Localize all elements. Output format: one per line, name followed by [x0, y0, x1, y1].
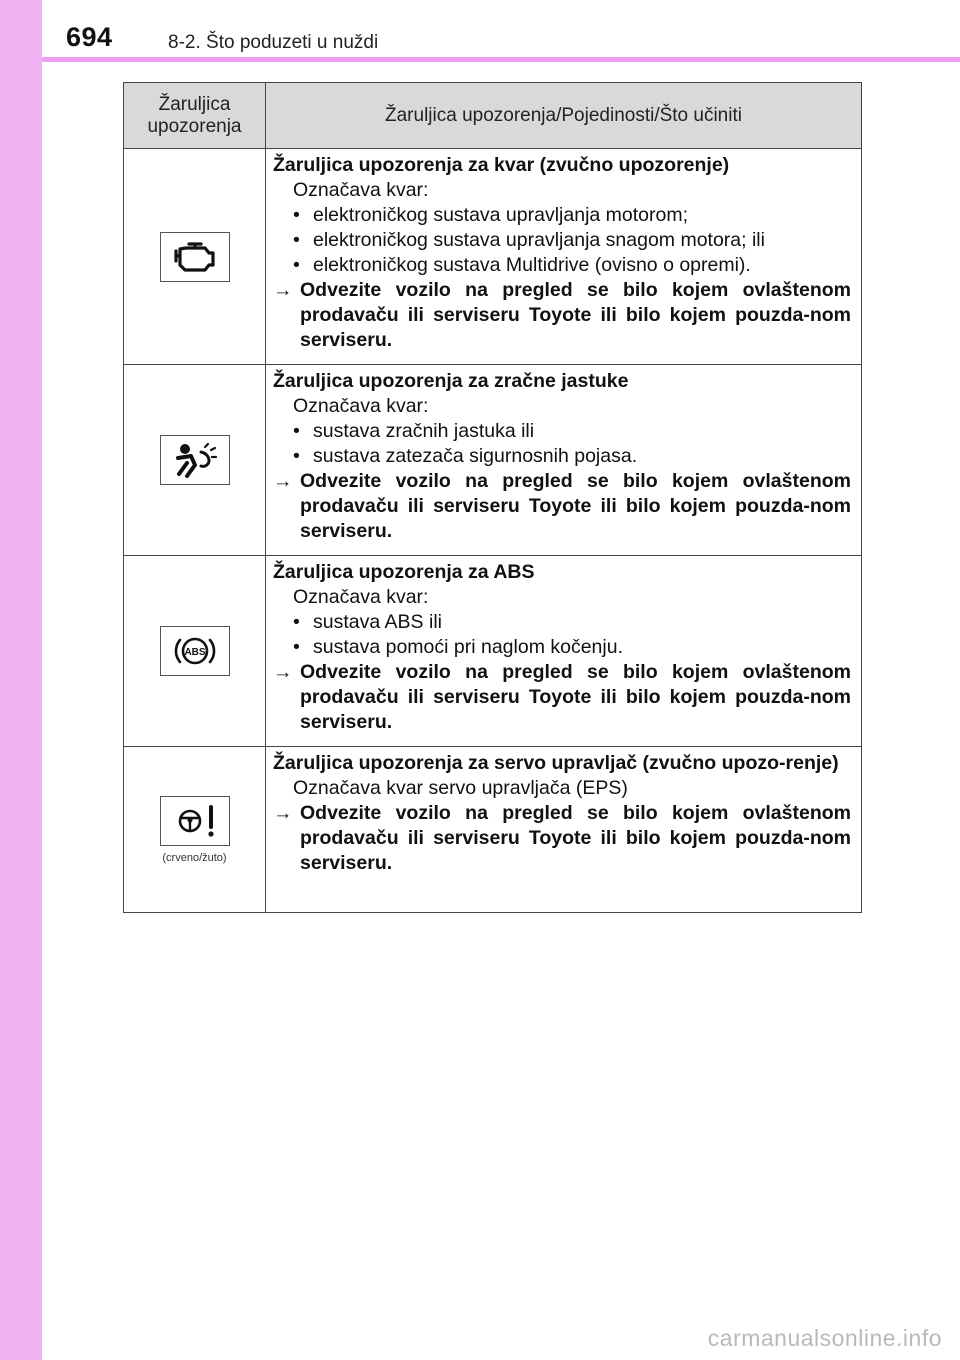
- list-item: • elektroničkog sustava Multidrive (ovisno o opremi).: [293, 254, 751, 276]
- warning-action: → Odvezite vozilo na pregled se bilo kojem ovlaštenom prodavaču ili serviseru Toyote ili bilo kojem pouzda-nom serviseru.: [273, 802, 851, 874]
- warning-title: Žaruljica upozorenja za servo upravljač (zvučno upozo-renje): [273, 752, 839, 774]
- icon-cell: [124, 556, 266, 747]
- color-note: (crveno/žuto): [162, 851, 227, 864]
- side-color-band: [0, 0, 42, 1360]
- table-header-row: [124, 83, 862, 149]
- column-header-details: Žaruljica upozorenja/Pojedinosti/Što učiniti: [266, 83, 862, 149]
- warning-intro: Označava kvar:: [293, 179, 429, 201]
- list-item: • sustava ABS ili: [293, 611, 442, 633]
- arrow-right-icon: →: [273, 470, 293, 492]
- bullet-glyph: •: [293, 611, 300, 633]
- description-cell: [266, 556, 862, 747]
- abs-warning-icon: [160, 626, 230, 676]
- warning-intro: Označava kvar servo upravljača (EPS): [293, 777, 628, 799]
- warning-action: → Odvezite vozilo na pregled se bilo kojem ovlaštenom prodavaču ili serviseru Toyote ili bilo kojem pouzda-nom serviseru.: [273, 661, 851, 733]
- table-row: [124, 149, 862, 365]
- warning-title: Žaruljica upozorenja za ABS: [273, 561, 535, 583]
- arrow-right-icon: →: [273, 802, 293, 824]
- list-item: • elektroničkog sustava upravljanja snagom motora; ili: [293, 229, 765, 251]
- description-cell: [266, 747, 862, 913]
- table-row: [124, 747, 862, 913]
- watermark: carmanualsonline.info: [707, 1325, 942, 1351]
- bullet-glyph: •: [293, 445, 300, 467]
- column-header-icon: Žaruljica upozorenja: [124, 83, 266, 149]
- list-item: • elektroničkog sustava upravljanja motorom;: [293, 204, 689, 226]
- page-number: 694: [66, 22, 113, 52]
- bullet-glyph: •: [293, 204, 300, 226]
- bullet-glyph: •: [293, 229, 300, 251]
- icon-cell: [124, 365, 266, 556]
- section-title: 8-2. Što poduzeti u nuždi: [168, 32, 379, 53]
- warning-action: → Odvezite vozilo na pregled se bilo kojem ovlaštenom prodavaču ili serviseru Toyote ili bilo kojem pouzda-nom serviseru.: [273, 279, 851, 351]
- list-item: • sustava zatezača sigurnosnih pojasa.: [293, 445, 638, 467]
- header-underline: [42, 57, 960, 62]
- warning-action: → Odvezite vozilo na pregled se bilo kojem ovlaštenom prodavaču ili serviseru Toyote ili bilo kojem pouzda-nom serviseru.: [273, 470, 851, 542]
- description-cell: [266, 149, 862, 365]
- warning-title: Žaruljica upozorenja za zračne jastuke: [273, 370, 629, 392]
- description-cell: [266, 365, 862, 556]
- warning-lights-table: [123, 82, 862, 913]
- list-item: • sustava zračnih jastuka ili: [293, 420, 535, 442]
- icon-cell: [124, 149, 266, 365]
- abs-icon-label: ABS: [183, 647, 206, 658]
- engine-warning-icon: [160, 232, 230, 282]
- arrow-right-icon: →: [273, 661, 293, 683]
- airbag-warning-icon: [160, 435, 230, 485]
- power-steering-warning-icon: [160, 796, 230, 846]
- table-row: [124, 556, 862, 747]
- table-row: [124, 365, 862, 556]
- list-item: • sustava pomoći pri naglom kočenju.: [293, 636, 623, 658]
- warning-title: Žaruljica upozorenja za kvar (zvučno upozorenje): [273, 154, 730, 176]
- bullet-glyph: •: [293, 420, 300, 442]
- warning-intro: Označava kvar:: [293, 395, 429, 417]
- icon-cell: [124, 747, 266, 913]
- bullet-glyph: •: [293, 254, 300, 276]
- bullet-glyph: •: [293, 636, 300, 658]
- warning-intro: Označava kvar:: [293, 586, 429, 608]
- arrow-right-icon: →: [273, 279, 293, 301]
